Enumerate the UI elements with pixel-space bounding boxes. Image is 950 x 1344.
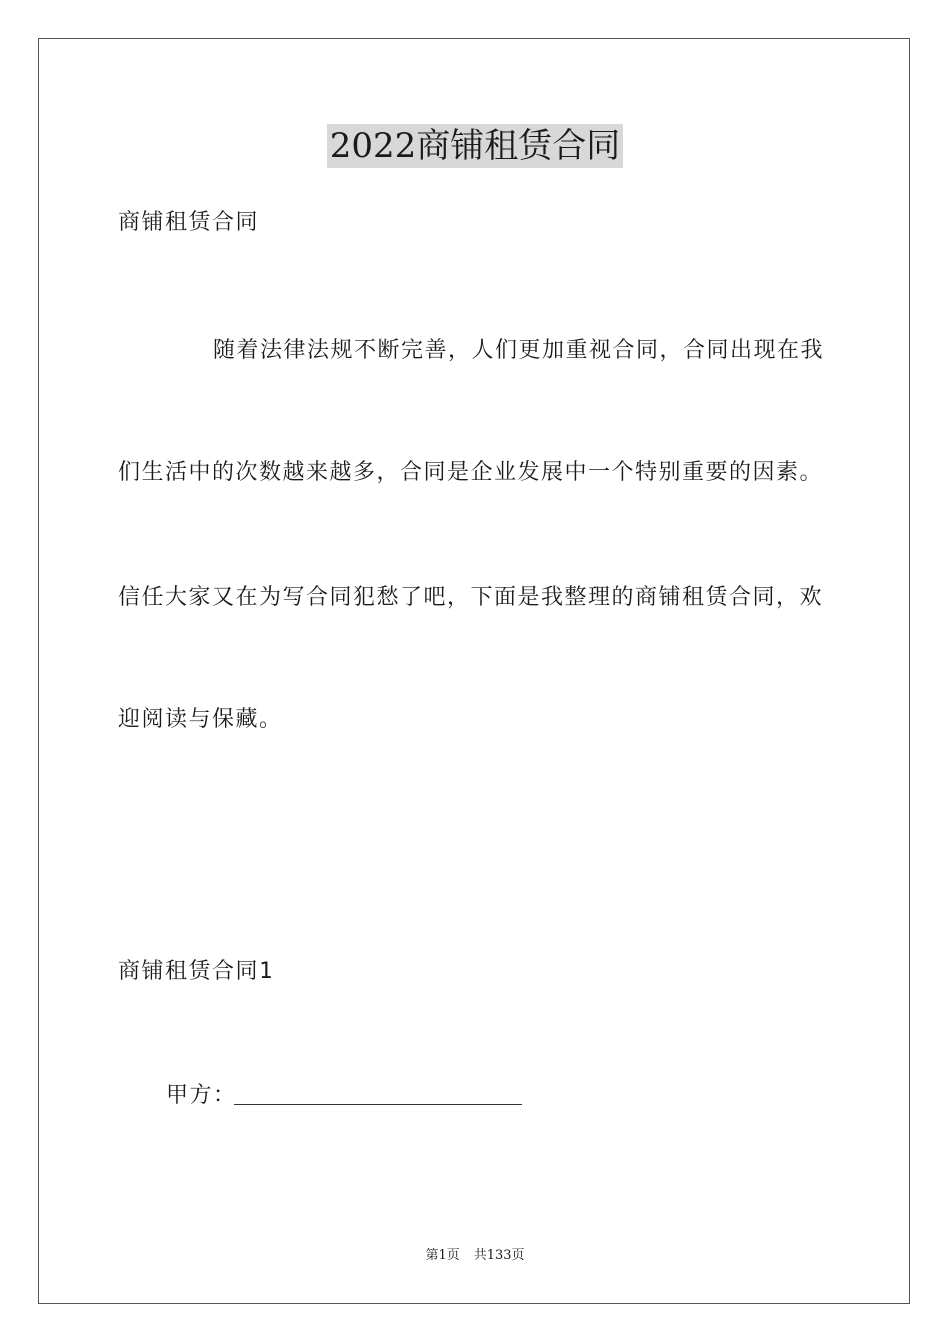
party-a-label: 甲方： <box>166 1083 237 1108</box>
document-subtitle: 商铺租赁合同 <box>118 210 260 235</box>
intro-line-1: 随着法律法规不断完善，人们更加重视合同，合同出现在我 <box>213 338 825 363</box>
party-a-blank-line <box>234 1104 522 1105</box>
section-heading: 商铺租赁合同1 <box>118 959 274 984</box>
document-title <box>0 124 950 168</box>
page-number-total: 共133页 <box>473 1248 525 1263</box>
page-footer <box>0 1246 950 1266</box>
intro-line-4: 迎阅读与保藏。 <box>118 707 283 732</box>
page-number-current: 第1页 <box>425 1248 460 1263</box>
intro-line-3: 信任大家又在为写合同犯愁了吧，下面是我整理的商铺租赁合同，欢 <box>118 585 824 610</box>
document-title-text: 2022商铺租赁合同 <box>327 124 624 168</box>
intro-line-2: 们生活中的次数越来越多，合同是企业发展中一个特别重要的因素。 <box>118 460 824 485</box>
